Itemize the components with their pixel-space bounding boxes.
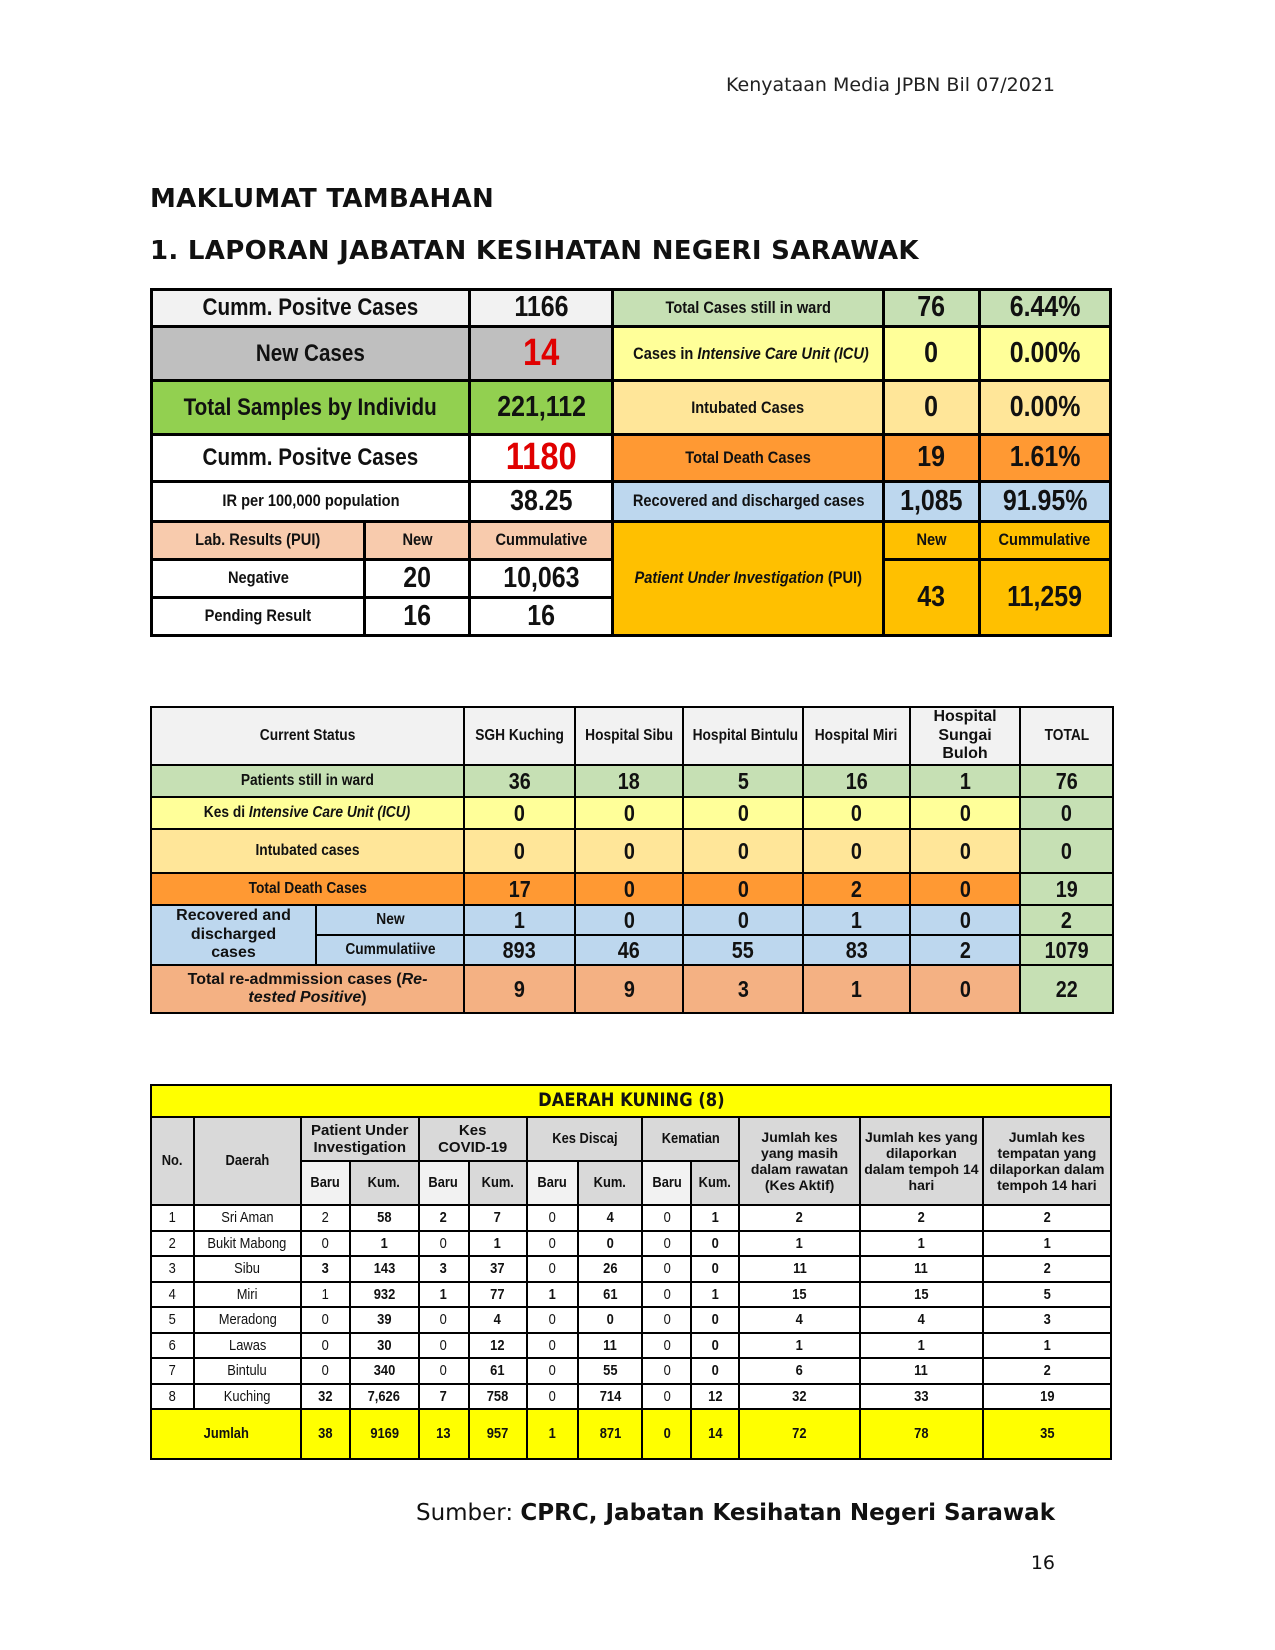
district-cell: 7,626 xyxy=(350,1384,419,1410)
district-cell: 33 xyxy=(860,1384,983,1410)
header-daerah: Daerah xyxy=(194,1117,301,1205)
district-no: 8 xyxy=(151,1384,194,1410)
cell: 0 xyxy=(683,829,803,873)
district-cell: 61 xyxy=(578,1282,643,1308)
district-cell: 1 xyxy=(739,1231,860,1257)
cell-total: 76 xyxy=(1020,765,1113,797)
cell: 1 xyxy=(803,905,910,935)
district-cell: 0 xyxy=(419,1231,469,1257)
district-cell: 4 xyxy=(578,1205,643,1231)
cell-total: 19 xyxy=(1020,873,1113,905)
total-row xyxy=(151,1409,1111,1459)
district-cell: 3 xyxy=(983,1307,1111,1333)
pending-label: Pending Result xyxy=(152,597,365,635)
district-table-title: DAERAH KUNING (8) xyxy=(151,1085,1111,1117)
district-cell: 7 xyxy=(419,1384,469,1410)
district-no: 4 xyxy=(151,1282,194,1308)
cell: 0 xyxy=(575,797,683,829)
district-cell: 77 xyxy=(469,1282,527,1308)
cumm-positive-label: Cumm. Positve Cases xyxy=(152,435,470,482)
district-cell: 3 xyxy=(419,1256,469,1282)
cumm-positive-prev-value: 1166 xyxy=(470,290,613,327)
district-no: 6 xyxy=(151,1333,194,1359)
district-name: Miri xyxy=(194,1282,301,1308)
hospital-status-table xyxy=(150,706,1114,1014)
district-cell: 2 xyxy=(983,1205,1111,1231)
lab-results-header: Lab. Results (PUI) xyxy=(152,521,365,559)
district-cell: 0 xyxy=(527,1384,578,1410)
district-row xyxy=(151,1384,1111,1410)
cumm-positive-value: 1180 xyxy=(470,435,613,482)
cell: 83 xyxy=(803,935,910,965)
district-row xyxy=(151,1256,1111,1282)
cell: 1 xyxy=(910,765,1020,797)
cell: 0 xyxy=(575,829,683,873)
pui-cumulative-value: 11,259 xyxy=(979,559,1110,635)
district-cell: 2 xyxy=(983,1358,1111,1384)
district-cell: 143 xyxy=(350,1256,419,1282)
subsection-heading: 1. LAPORAN JABATAN KESIHATAN NEGERI SARAWAK xyxy=(150,236,919,266)
new-cases-label: New Cases xyxy=(152,327,470,381)
cell-total: 1079 xyxy=(1020,935,1113,965)
district-name: Sibu xyxy=(194,1256,301,1282)
district-cell: 1 xyxy=(983,1333,1111,1359)
deaths-pct: 1.61% xyxy=(979,435,1110,482)
district-cell: 55 xyxy=(578,1358,643,1384)
district-cell: 1 xyxy=(691,1205,739,1231)
intubated-value: 0 xyxy=(884,381,980,435)
still-in-ward-value: 76 xyxy=(884,290,980,327)
cell: 0 xyxy=(910,965,1020,1013)
cell: 5 xyxy=(683,765,803,797)
document-header: Kenyataan Media JPBN Bil 07/2021 xyxy=(726,74,1055,96)
district-cell: 0 xyxy=(691,1256,739,1282)
district-cell: 714 xyxy=(578,1384,643,1410)
district-cell: 0 xyxy=(691,1333,739,1359)
row-readmission xyxy=(151,965,1113,1013)
header-pui: Patient Under Investigation xyxy=(301,1117,419,1161)
cell: 0 xyxy=(464,829,575,873)
header-sgh-kuching: SGH Kuching xyxy=(464,707,575,765)
row-label: Total re-admmission cases (Re-tested Positive) xyxy=(151,965,464,1013)
cumm-positive-prev-label: Cumm. Positve Cases xyxy=(152,290,470,327)
district-cell: 0 xyxy=(419,1333,469,1359)
header-kematian-kum: Kum. xyxy=(691,1161,739,1205)
cell: 0 xyxy=(910,829,1020,873)
row-icu xyxy=(151,797,1113,829)
summary-table xyxy=(150,288,1112,637)
recovered-label: Recovered and discharged cases xyxy=(613,481,884,521)
lab-cumulative-header: Cummulative xyxy=(470,521,613,559)
district-cell: 0 xyxy=(301,1231,350,1257)
header-tempatan-14: Jumlah kes tempatan yang dilaporkan dalam tempoh 14 hari xyxy=(983,1117,1111,1205)
district-cell: 0 xyxy=(419,1358,469,1384)
cell: 0 xyxy=(575,905,683,935)
district-cell: 2 xyxy=(860,1205,983,1231)
district-cell: 1 xyxy=(860,1333,983,1359)
still-in-ward-pct: 6.44% xyxy=(979,290,1110,327)
district-cell: 0 xyxy=(527,1358,578,1384)
pui-cumulative-header: Cummulative xyxy=(979,521,1110,559)
district-cell: 11 xyxy=(860,1358,983,1384)
pui-new-header: New xyxy=(884,521,980,559)
header-kematian-baru: Baru xyxy=(642,1161,691,1205)
district-cell: 1 xyxy=(691,1282,739,1308)
district-cell: 932 xyxy=(350,1282,419,1308)
header-kes-discaj: Kes Discaj xyxy=(527,1117,643,1161)
new-cases-value: 14 xyxy=(470,327,613,381)
pending-new: 16 xyxy=(365,597,470,635)
total-cell: 38 xyxy=(301,1409,350,1459)
cell: 0 xyxy=(910,873,1020,905)
district-cell: 4 xyxy=(739,1307,860,1333)
row-label: Kes di Intensive Care Unit (ICU) xyxy=(151,797,464,829)
cell: 9 xyxy=(575,965,683,1013)
header-discaj-baru: Baru xyxy=(527,1161,578,1205)
district-cell: 0 xyxy=(642,1231,691,1257)
cell: 17 xyxy=(464,873,575,905)
cell: 2 xyxy=(803,873,910,905)
header-dilapor-14: Jumlah kes yang dilaporkan dalam tempoh 14 hari xyxy=(860,1117,983,1205)
cell-total: 22 xyxy=(1020,965,1113,1013)
total-label: Jumlah xyxy=(151,1409,301,1459)
district-cell: 32 xyxy=(739,1384,860,1410)
page-number: 16 xyxy=(1030,1552,1055,1574)
still-in-ward-label: Total Cases still in ward xyxy=(613,290,884,327)
cell-total: 0 xyxy=(1020,797,1113,829)
row-label: Patients still in ward xyxy=(151,765,464,797)
cell: 893 xyxy=(464,935,575,965)
cell: 36 xyxy=(464,765,575,797)
header-kes-covid: Kes COVID-19 xyxy=(419,1117,527,1161)
district-row xyxy=(151,1231,1111,1257)
cell: 55 xyxy=(683,935,803,965)
district-cell: 61 xyxy=(469,1358,527,1384)
pui-new-value: 43 xyxy=(884,559,980,635)
header-hospital-miri: Hospital Miri xyxy=(803,707,910,765)
cell: 3 xyxy=(683,965,803,1013)
ir-value: 38.25 xyxy=(470,481,613,521)
district-name: Lawas xyxy=(194,1333,301,1359)
district-cell: 6 xyxy=(739,1358,860,1384)
district-cell: 758 xyxy=(469,1384,527,1410)
icu-pct: 0.00% xyxy=(979,327,1110,381)
cell-total: 2 xyxy=(1020,905,1113,935)
cell: 46 xyxy=(575,935,683,965)
cell: 16 xyxy=(803,765,910,797)
district-cell: 19 xyxy=(983,1384,1111,1410)
cell: 0 xyxy=(575,873,683,905)
header-no: No. xyxy=(151,1117,194,1205)
district-cell: 15 xyxy=(739,1282,860,1308)
header-pui-baru: Baru xyxy=(301,1161,350,1205)
district-row xyxy=(151,1205,1111,1231)
cell: 0 xyxy=(683,905,803,935)
header-hospital-sibu: Hospital Sibu xyxy=(575,707,683,765)
district-row xyxy=(151,1358,1111,1384)
district-cell: 1 xyxy=(469,1231,527,1257)
district-cell: 11 xyxy=(860,1256,983,1282)
district-no: 3 xyxy=(151,1256,194,1282)
district-name: Bintulu xyxy=(194,1358,301,1384)
intubated-label: Intubated Cases xyxy=(613,381,884,435)
cell: 0 xyxy=(910,905,1020,935)
header-current-status: Current Status xyxy=(151,707,464,765)
total-cell: 9169 xyxy=(350,1409,419,1459)
lab-new-header: New xyxy=(365,521,470,559)
district-cell: 0 xyxy=(642,1205,691,1231)
header-kes-aktif: Jumlah kes yang masih dalam rawatan (Kes Aktif) xyxy=(739,1117,860,1205)
district-no: 5 xyxy=(151,1307,194,1333)
cell: 0 xyxy=(803,797,910,829)
cell-total: 0 xyxy=(1020,829,1113,873)
district-cell: 12 xyxy=(691,1384,739,1410)
district-cell: 11 xyxy=(578,1333,643,1359)
district-cell: 30 xyxy=(350,1333,419,1359)
district-cell: 0 xyxy=(527,1205,578,1231)
district-cell: 0 xyxy=(301,1333,350,1359)
total-cell: 13 xyxy=(419,1409,469,1459)
header-total: TOTAL xyxy=(1020,707,1113,765)
district-name: Sri Aman xyxy=(194,1205,301,1231)
district-row xyxy=(151,1333,1111,1359)
cell: 0 xyxy=(910,797,1020,829)
district-cell: 4 xyxy=(860,1307,983,1333)
pui-label: Patient Under Investigation (PUI) xyxy=(613,521,884,635)
district-cell: 2 xyxy=(419,1205,469,1231)
section-heading: MAKLUMAT TAMBAHAN xyxy=(150,184,495,214)
total-samples-label: Total Samples by Individu xyxy=(152,381,470,435)
header-kematian: Kematian xyxy=(642,1117,739,1161)
recovered-value: 1,085 xyxy=(884,481,980,521)
district-cell: 0 xyxy=(527,1307,578,1333)
district-cell: 0 xyxy=(691,1358,739,1384)
negative-cumulative: 10,063 xyxy=(470,559,613,597)
header-pui-kum: Kum. xyxy=(350,1161,419,1205)
district-cell: 0 xyxy=(301,1307,350,1333)
total-cell: 14 xyxy=(691,1409,739,1459)
district-row xyxy=(151,1307,1111,1333)
row-label: Intubated cases xyxy=(151,829,464,873)
district-cell: 1 xyxy=(419,1282,469,1308)
district-cell: 0 xyxy=(578,1231,643,1257)
district-cell: 0 xyxy=(527,1256,578,1282)
district-cell: 0 xyxy=(691,1231,739,1257)
district-cell: 0 xyxy=(642,1256,691,1282)
total-cell: 1 xyxy=(527,1409,578,1459)
total-cell: 72 xyxy=(739,1409,860,1459)
district-cell: 0 xyxy=(301,1358,350,1384)
district-cell: 1 xyxy=(860,1231,983,1257)
cell: 2 xyxy=(910,935,1020,965)
row-ward xyxy=(151,765,1113,797)
district-cell: 26 xyxy=(578,1256,643,1282)
district-row xyxy=(151,1282,1111,1308)
district-cell: 37 xyxy=(469,1256,527,1282)
source-credit: Sumber: CPRC, Jabatan Kesihatan Negeri Sarawak xyxy=(415,1500,1055,1526)
header-covid-baru: Baru xyxy=(419,1161,469,1205)
district-cell: 3 xyxy=(301,1256,350,1282)
cell: 0 xyxy=(683,873,803,905)
district-cell: 39 xyxy=(350,1307,419,1333)
row-label: Total Death Cases xyxy=(151,873,464,905)
sub-label-cumulative: Cummulatiive xyxy=(316,935,464,965)
district-cell: 0 xyxy=(419,1307,469,1333)
district-cell: 1 xyxy=(301,1282,350,1308)
sub-label-new: New xyxy=(316,905,464,935)
district-cell: 1 xyxy=(983,1231,1111,1257)
header-hospital-bintulu: Hospital Bintulu xyxy=(683,707,803,765)
district-cell: 15 xyxy=(860,1282,983,1308)
district-cell: 0 xyxy=(642,1358,691,1384)
cell: 0 xyxy=(803,829,910,873)
ir-label: IR per 100,000 population xyxy=(152,481,470,521)
deaths-value: 19 xyxy=(884,435,980,482)
total-cell: 0 xyxy=(642,1409,691,1459)
header-hospital-sungai-buloh: Hospital Sungai Buloh xyxy=(910,707,1020,765)
district-cell: 12 xyxy=(469,1333,527,1359)
district-cell: 0 xyxy=(642,1307,691,1333)
cell: 9 xyxy=(464,965,575,1013)
district-cell: 2 xyxy=(301,1205,350,1231)
cell: 1 xyxy=(464,905,575,935)
district-cell: 58 xyxy=(350,1205,419,1231)
district-cell: 0 xyxy=(527,1231,578,1257)
district-no: 2 xyxy=(151,1231,194,1257)
district-cell: 0 xyxy=(642,1333,691,1359)
district-name: Meradong xyxy=(194,1307,301,1333)
total-cell: 35 xyxy=(983,1409,1111,1459)
negative-new: 20 xyxy=(365,559,470,597)
district-cell: 32 xyxy=(301,1384,350,1410)
deaths-label: Total Death Cases xyxy=(613,435,884,482)
row-label: Recovered and discharged cases xyxy=(151,905,316,965)
row-recovered-new xyxy=(151,905,1113,935)
icu-value: 0 xyxy=(884,327,980,381)
district-no: 7 xyxy=(151,1358,194,1384)
district-cell: 0 xyxy=(578,1307,643,1333)
total-cell: 957 xyxy=(469,1409,527,1459)
district-cell: 0 xyxy=(642,1384,691,1410)
district-cell: 0 xyxy=(691,1307,739,1333)
district-cell: 0 xyxy=(527,1333,578,1359)
district-cell: 11 xyxy=(739,1256,860,1282)
row-deaths xyxy=(151,873,1113,905)
total-samples-value: 221,112 xyxy=(470,381,613,435)
district-cell: 1 xyxy=(350,1231,419,1257)
row-intubated xyxy=(151,829,1113,873)
negative-label: Negative xyxy=(152,559,365,597)
total-cell: 871 xyxy=(578,1409,643,1459)
district-cell: 0 xyxy=(642,1282,691,1308)
district-cell: 2 xyxy=(739,1205,860,1231)
district-name: Bukit Mabong xyxy=(194,1231,301,1257)
district-table xyxy=(150,1084,1112,1460)
header-covid-kum: Kum. xyxy=(469,1161,527,1205)
total-cell: 78 xyxy=(860,1409,983,1459)
district-cell: 1 xyxy=(527,1282,578,1308)
district-cell: 4 xyxy=(469,1307,527,1333)
district-cell: 5 xyxy=(983,1282,1111,1308)
district-cell: 7 xyxy=(469,1205,527,1231)
district-cell: 2 xyxy=(983,1256,1111,1282)
cell: 1 xyxy=(803,965,910,1013)
district-cell: 1 xyxy=(739,1333,860,1359)
district-cell: 340 xyxy=(350,1358,419,1384)
cell: 0 xyxy=(464,797,575,829)
header-discaj-kum: Kum. xyxy=(578,1161,643,1205)
recovered-pct: 91.95% xyxy=(979,481,1110,521)
district-name: Kuching xyxy=(194,1384,301,1410)
icu-label: Cases in Intensive Care Unit (ICU) xyxy=(613,327,884,381)
intubated-pct: 0.00% xyxy=(979,381,1110,435)
district-no: 1 xyxy=(151,1205,194,1231)
cell: 0 xyxy=(683,797,803,829)
pending-cumulative: 16 xyxy=(470,597,613,635)
cell: 18 xyxy=(575,765,683,797)
